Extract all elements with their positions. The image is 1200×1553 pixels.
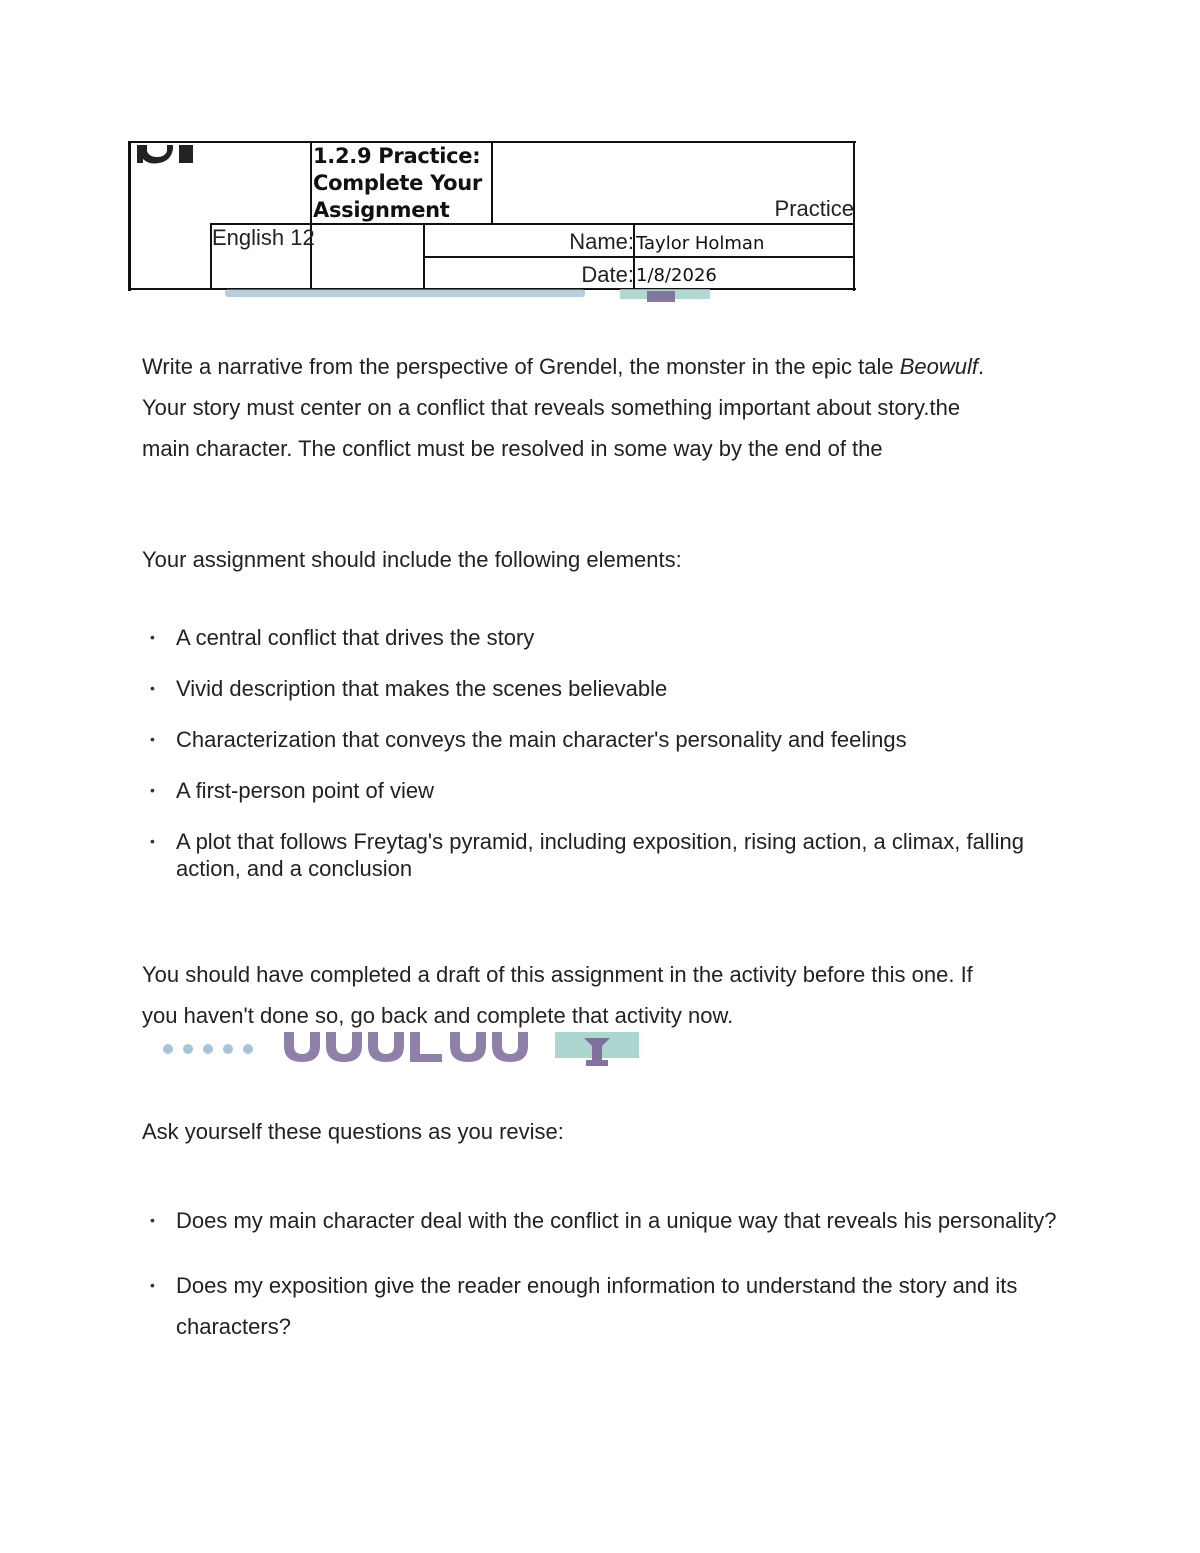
intro-text: Write a narrative from the perspective of Grendel, the monster in the epic tale [142, 354, 900, 379]
bullet-icon: • [150, 782, 155, 798]
table-divider [310, 141, 312, 290]
list-item [142, 1200, 1062, 1241]
questions-list [142, 1200, 1062, 1371]
table-divider [423, 223, 425, 290]
list-item [142, 1265, 1062, 1347]
assignment-title-line: Assignment [313, 198, 450, 222]
watermark-graphic [215, 289, 715, 303]
assignment-title-line: Complete Your [313, 171, 482, 195]
date-label: Date: [581, 262, 634, 287]
intro-line-2: Your story must center on a conflict that reveals something important about story.the [142, 395, 961, 420]
elements-list [142, 624, 1062, 906]
logo-icon [131, 143, 195, 167]
intro-line-3: main character. The conflict must be resolved in some way by the end of the [142, 436, 883, 461]
draft-note-paragraph [142, 954, 1062, 1036]
list-item-text: Vivid description that makes the scenes believable [176, 676, 668, 701]
bullet-icon: • [150, 833, 155, 849]
table-divider [491, 141, 493, 225]
watermark-graphic [160, 1028, 645, 1072]
name-field[interactable]: Taylor Holman [636, 233, 765, 254]
assignment-type-label: Practice [774, 196, 854, 221]
list-item [142, 777, 1062, 804]
assignment-title [313, 143, 491, 224]
draft-note-line: you haven't done so, go back and complete that activity now. [142, 1003, 734, 1028]
table-divider [423, 256, 855, 258]
date-field[interactable]: 1/8/2026 [636, 265, 717, 286]
list-item-text: A plot that follows Freytag's pyramid, including exposition, rising action, a climax, falling action, and a conclusion [176, 829, 1024, 881]
elements-heading: Your assignment should include the following elements: [142, 547, 682, 572]
intro-paragraph [142, 346, 1062, 469]
list-item-text: Does my exposition give the reader enough information to understand the story and its characters? [176, 1273, 1018, 1339]
course-label: English 12 [212, 225, 315, 250]
draft-note-line: You should have completed a draft of this assignment in the activity before this one. If [142, 962, 973, 987]
intro-text: . [978, 354, 985, 379]
list-item [142, 624, 1062, 651]
intro-title-beowulf: Beowulf [899, 354, 979, 379]
assignment-title-line: 1.2.9 Practice: [313, 144, 481, 168]
bullet-icon: • [150, 629, 155, 645]
bullet-icon: • [150, 1277, 155, 1293]
list-item [142, 726, 1062, 753]
list-item-text: A first-person point of view [176, 778, 435, 803]
name-label: Name: [569, 229, 634, 254]
bullet-icon: • [150, 1212, 155, 1228]
bullet-icon: • [150, 680, 155, 696]
bullet-icon: • [150, 731, 155, 747]
intro-line-1 [142, 346, 1062, 387]
list-item-text: Does my main character deal with the conflict in a unique way that reveals his personality? [176, 1208, 1057, 1233]
questions-heading: Ask yourself these questions as you revise: [142, 1119, 564, 1144]
list-item [142, 828, 1062, 882]
list-item [142, 675, 1062, 702]
list-item-text: A central conflict that drives the story [176, 625, 535, 650]
list-item-text: Characterization that conveys the main character's personality and feelings [176, 727, 907, 752]
